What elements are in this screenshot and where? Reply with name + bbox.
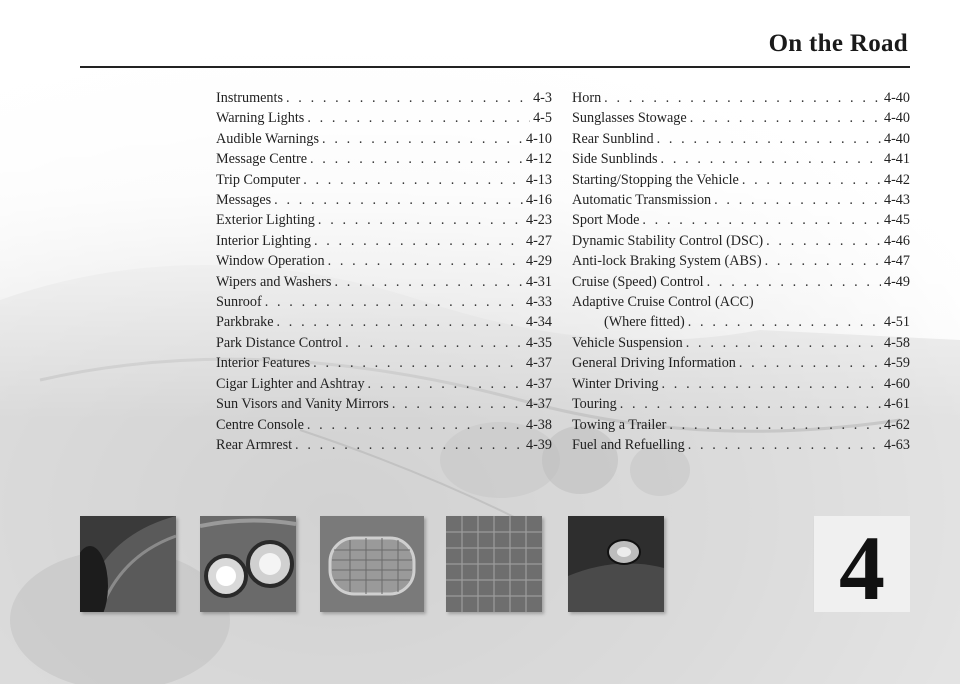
toc-leader-dots: [334, 272, 523, 292]
toc-entry-label: Warning Lights: [216, 110, 305, 127]
toc-entry[interactable]: [572, 435, 910, 455]
toc-entry[interactable]: [216, 272, 552, 292]
toc-leader-dots: [322, 129, 523, 149]
toc-entry-page: 4-16: [525, 192, 552, 209]
toc-entry-page: 4-39: [525, 436, 552, 453]
toc-entry[interactable]: [216, 415, 552, 435]
toc-entry-page: 4-27: [525, 232, 552, 249]
toc-entry-label: Instruments: [216, 90, 283, 106]
toc-entry[interactable]: [216, 374, 552, 394]
toc-entry-label: General Driving Information: [572, 355, 736, 372]
toc-entry[interactable]: [216, 394, 552, 414]
toc-entry-page: 4-60: [883, 375, 910, 392]
toc-entry-label: Park Distance Control: [216, 334, 343, 351]
toc-entry-page: 4-61: [883, 396, 910, 413]
toc-leader-dots: [742, 170, 881, 190]
toc-entry-page: 4-58: [883, 334, 910, 351]
toc-entry-page: 4-37: [525, 355, 552, 372]
thumbnail-grille-image: [320, 516, 424, 612]
toc-entry-label: Rear Sunblind: [572, 130, 654, 147]
toc-entry-label: Interior Features: [216, 355, 311, 372]
toc-entry[interactable]: [216, 129, 552, 149]
toc-entry[interactable]: [572, 374, 910, 394]
toc-leader-dots: [313, 353, 523, 373]
toc-entry[interactable]: [572, 353, 910, 373]
thumbnail-foglamp-image: [568, 516, 664, 612]
toc-leader-dots: [669, 415, 881, 435]
toc-leader-dots: [707, 272, 881, 292]
toc-leader-dots: [657, 129, 881, 149]
toc-entry[interactable]: [216, 170, 552, 190]
toc-entry-label: Centre Console: [216, 416, 304, 433]
toc-entry-label: Sunroof: [216, 294, 262, 311]
toc-entry[interactable]: [572, 251, 910, 271]
toc-entry-page: 4-38: [525, 416, 552, 433]
toc-entry[interactable]: [216, 251, 552, 271]
toc-leader-dots: [314, 231, 523, 251]
toc-entry[interactable]: [216, 190, 552, 210]
toc-leader-dots: [392, 394, 523, 414]
toc-entry[interactable]: [572, 170, 910, 190]
toc-entry-label: Parkbrake: [216, 314, 274, 331]
toc-entry-label: Interior Lighting: [216, 232, 311, 249]
toc-entry-label: Fuel and Refuelling: [572, 436, 685, 453]
toc-entry[interactable]: [572, 149, 910, 169]
toc-entry-label: Sun Visors and Vanity Mirrors: [216, 396, 389, 413]
toc-entry-page: 4-35: [525, 334, 552, 351]
toc-entry-page: 4-12: [525, 151, 552, 168]
toc-entry-label: (Where fitted): [604, 314, 685, 331]
chapter-number: 4: [839, 517, 885, 612]
toc-entry-page: 4-23: [525, 212, 552, 229]
toc-entry-page: 4-37: [525, 396, 552, 413]
toc-entry[interactable]: [572, 88, 910, 108]
toc-entry[interactable]: [572, 394, 910, 414]
chapter-title: On the Road: [768, 30, 908, 57]
toc-entry[interactable]: [216, 353, 552, 373]
toc-entry-page: 4-51: [883, 314, 910, 331]
toc-leader-dots: [318, 210, 523, 230]
toc-entry-page: 4-40: [883, 130, 910, 147]
toc-entry-label: Window Operation: [216, 253, 325, 270]
toc-leader-dots: [688, 312, 881, 332]
toc-entry-page: 4-3: [533, 90, 552, 106]
toc-leader-dots: [274, 190, 523, 210]
toc-entry[interactable]: [572, 231, 910, 251]
toc-leader-dots: [310, 149, 523, 169]
toc-entry-label: Vehicle Suspension: [572, 334, 683, 351]
toc-entry-label: Sport Mode: [572, 212, 640, 229]
toc-entry-page: 4-29: [525, 253, 552, 270]
toc-entry-label: Sunglasses Stowage: [572, 110, 687, 127]
toc-entry[interactable]: [572, 190, 910, 210]
toc-leader-dots: [303, 170, 523, 190]
toc-leader-dots: [739, 353, 881, 373]
toc-entry-label: Horn: [572, 90, 602, 106]
toc-entry[interactable]: [572, 129, 910, 149]
toc-leader-dots: [345, 333, 523, 353]
toc-leader-dots: [620, 394, 881, 414]
toc-entry-label: Exterior Lighting: [216, 212, 315, 229]
toc-leader-dots: [714, 190, 881, 210]
toc-entry[interactable]: [216, 231, 552, 251]
toc-entry-label: Dynamic Stability Control (DSC): [572, 232, 764, 249]
toc-entry-page: 4-43: [883, 192, 910, 209]
toc-leader-dots: [690, 108, 881, 128]
toc-entry-label: Cigar Lighter and Ashtray: [216, 375, 365, 392]
toc-entry-label: Towing a Trailer: [572, 416, 667, 433]
toc-entry[interactable]: [216, 210, 552, 230]
toc-entry-label: Adaptive Cruise Control (ACC): [572, 294, 754, 311]
toc-leader-dots: [307, 108, 530, 128]
chapter-number-tab: [814, 516, 910, 612]
toc-entry-label: Rear Armrest: [216, 436, 293, 453]
toc-entry-label: Trip Computer: [216, 171, 301, 188]
thumbnail-headlights-image: [200, 516, 296, 612]
toc-leader-dots: [662, 374, 881, 394]
toc-entry-page: 4-41: [883, 151, 910, 168]
toc-entry-page: 4-5: [533, 110, 552, 127]
toc-entry[interactable]: [572, 415, 910, 435]
toc-entry[interactable]: [572, 272, 910, 292]
toc-entry-label: Audible Warnings: [216, 130, 320, 147]
toc-leader-dots: [368, 374, 523, 394]
toc-entry[interactable]: [216, 292, 552, 312]
toc-entry-label: Winter Driving: [572, 375, 659, 392]
toc-entry[interactable]: [216, 312, 552, 332]
toc-entry-page: 4-45: [883, 212, 910, 229]
toc-entry-page: 4-10: [525, 130, 552, 147]
chapter-number-area: [692, 516, 910, 612]
toc-leader-dots: [286, 88, 530, 108]
toc-leader-dots: [642, 210, 881, 230]
toc-leader-dots: [661, 149, 881, 169]
toc-entry-page: 4-40: [883, 90, 910, 106]
toc-leader-dots: [295, 435, 523, 455]
toc-entry[interactable]: [216, 88, 552, 108]
header-divider: [80, 66, 910, 68]
toc-entry-page: 4-13: [525, 171, 552, 188]
toc-leader-dots: [688, 435, 881, 455]
thumbnail-strip: [0, 516, 960, 612]
toc-entry-page: 4-34: [525, 314, 552, 331]
toc-entry[interactable]: [572, 108, 910, 128]
toc-entry-page: 4-59: [883, 355, 910, 372]
toc-leader-dots: [307, 415, 523, 435]
toc-entry-label: Wipers and Washers: [216, 273, 332, 290]
toc-entry-page: 4-33: [525, 294, 552, 311]
toc-entry[interactable]: [216, 149, 552, 169]
toc-leader-dots: [686, 333, 881, 353]
toc-leader-dots: [766, 231, 881, 251]
toc-leader-dots: [277, 312, 523, 332]
toc-entry-page: 4-63: [883, 436, 910, 453]
thumbnail-fender-image: [80, 516, 176, 612]
toc-entry-page: 4-47: [883, 253, 910, 270]
toc-column-left: [216, 88, 552, 455]
toc-leader-dots: [328, 251, 523, 271]
toc-entry-label: Message Centre: [216, 151, 308, 168]
toc-entry-page: 4-42: [883, 171, 910, 188]
toc-entry[interactable]: [572, 210, 910, 230]
toc-entry-label: Anti-lock Braking System (ABS): [572, 253, 762, 270]
toc-entry-label: Starting/Stopping the Vehicle: [572, 171, 739, 188]
toc-entry-label: Cruise (Speed) Control: [572, 273, 704, 290]
toc-column-right: [572, 88, 910, 455]
toc-entry[interactable]: [216, 435, 552, 455]
toc-entry[interactable]: [216, 108, 552, 128]
toc-entry-label: Automatic Transmission: [572, 192, 712, 209]
toc-entry-label: Touring: [572, 396, 617, 413]
toc-leader-dots: [765, 251, 881, 271]
toc-entry[interactable]: [216, 333, 552, 353]
toc-leader-dots: [265, 292, 523, 312]
toc-entry-page: 4-62: [883, 416, 910, 433]
toc-entry-label: Messages: [216, 192, 272, 209]
toc-entry-page: 4-49: [883, 273, 910, 290]
toc-entry-page: 4-46: [883, 232, 910, 249]
toc-entry[interactable]: [572, 312, 910, 332]
toc-entry[interactable]: [572, 333, 910, 353]
toc-entry-page: 4-31: [525, 273, 552, 290]
thumbnail-mesh-image: [446, 516, 542, 612]
toc-leader-dots: [604, 88, 881, 108]
toc-entry-page: 4-40: [883, 110, 910, 127]
toc-entry-label: Side Sunblinds: [572, 151, 658, 168]
toc-entry-page: 4-37: [525, 375, 552, 392]
toc-entry[interactable]: [572, 292, 910, 312]
